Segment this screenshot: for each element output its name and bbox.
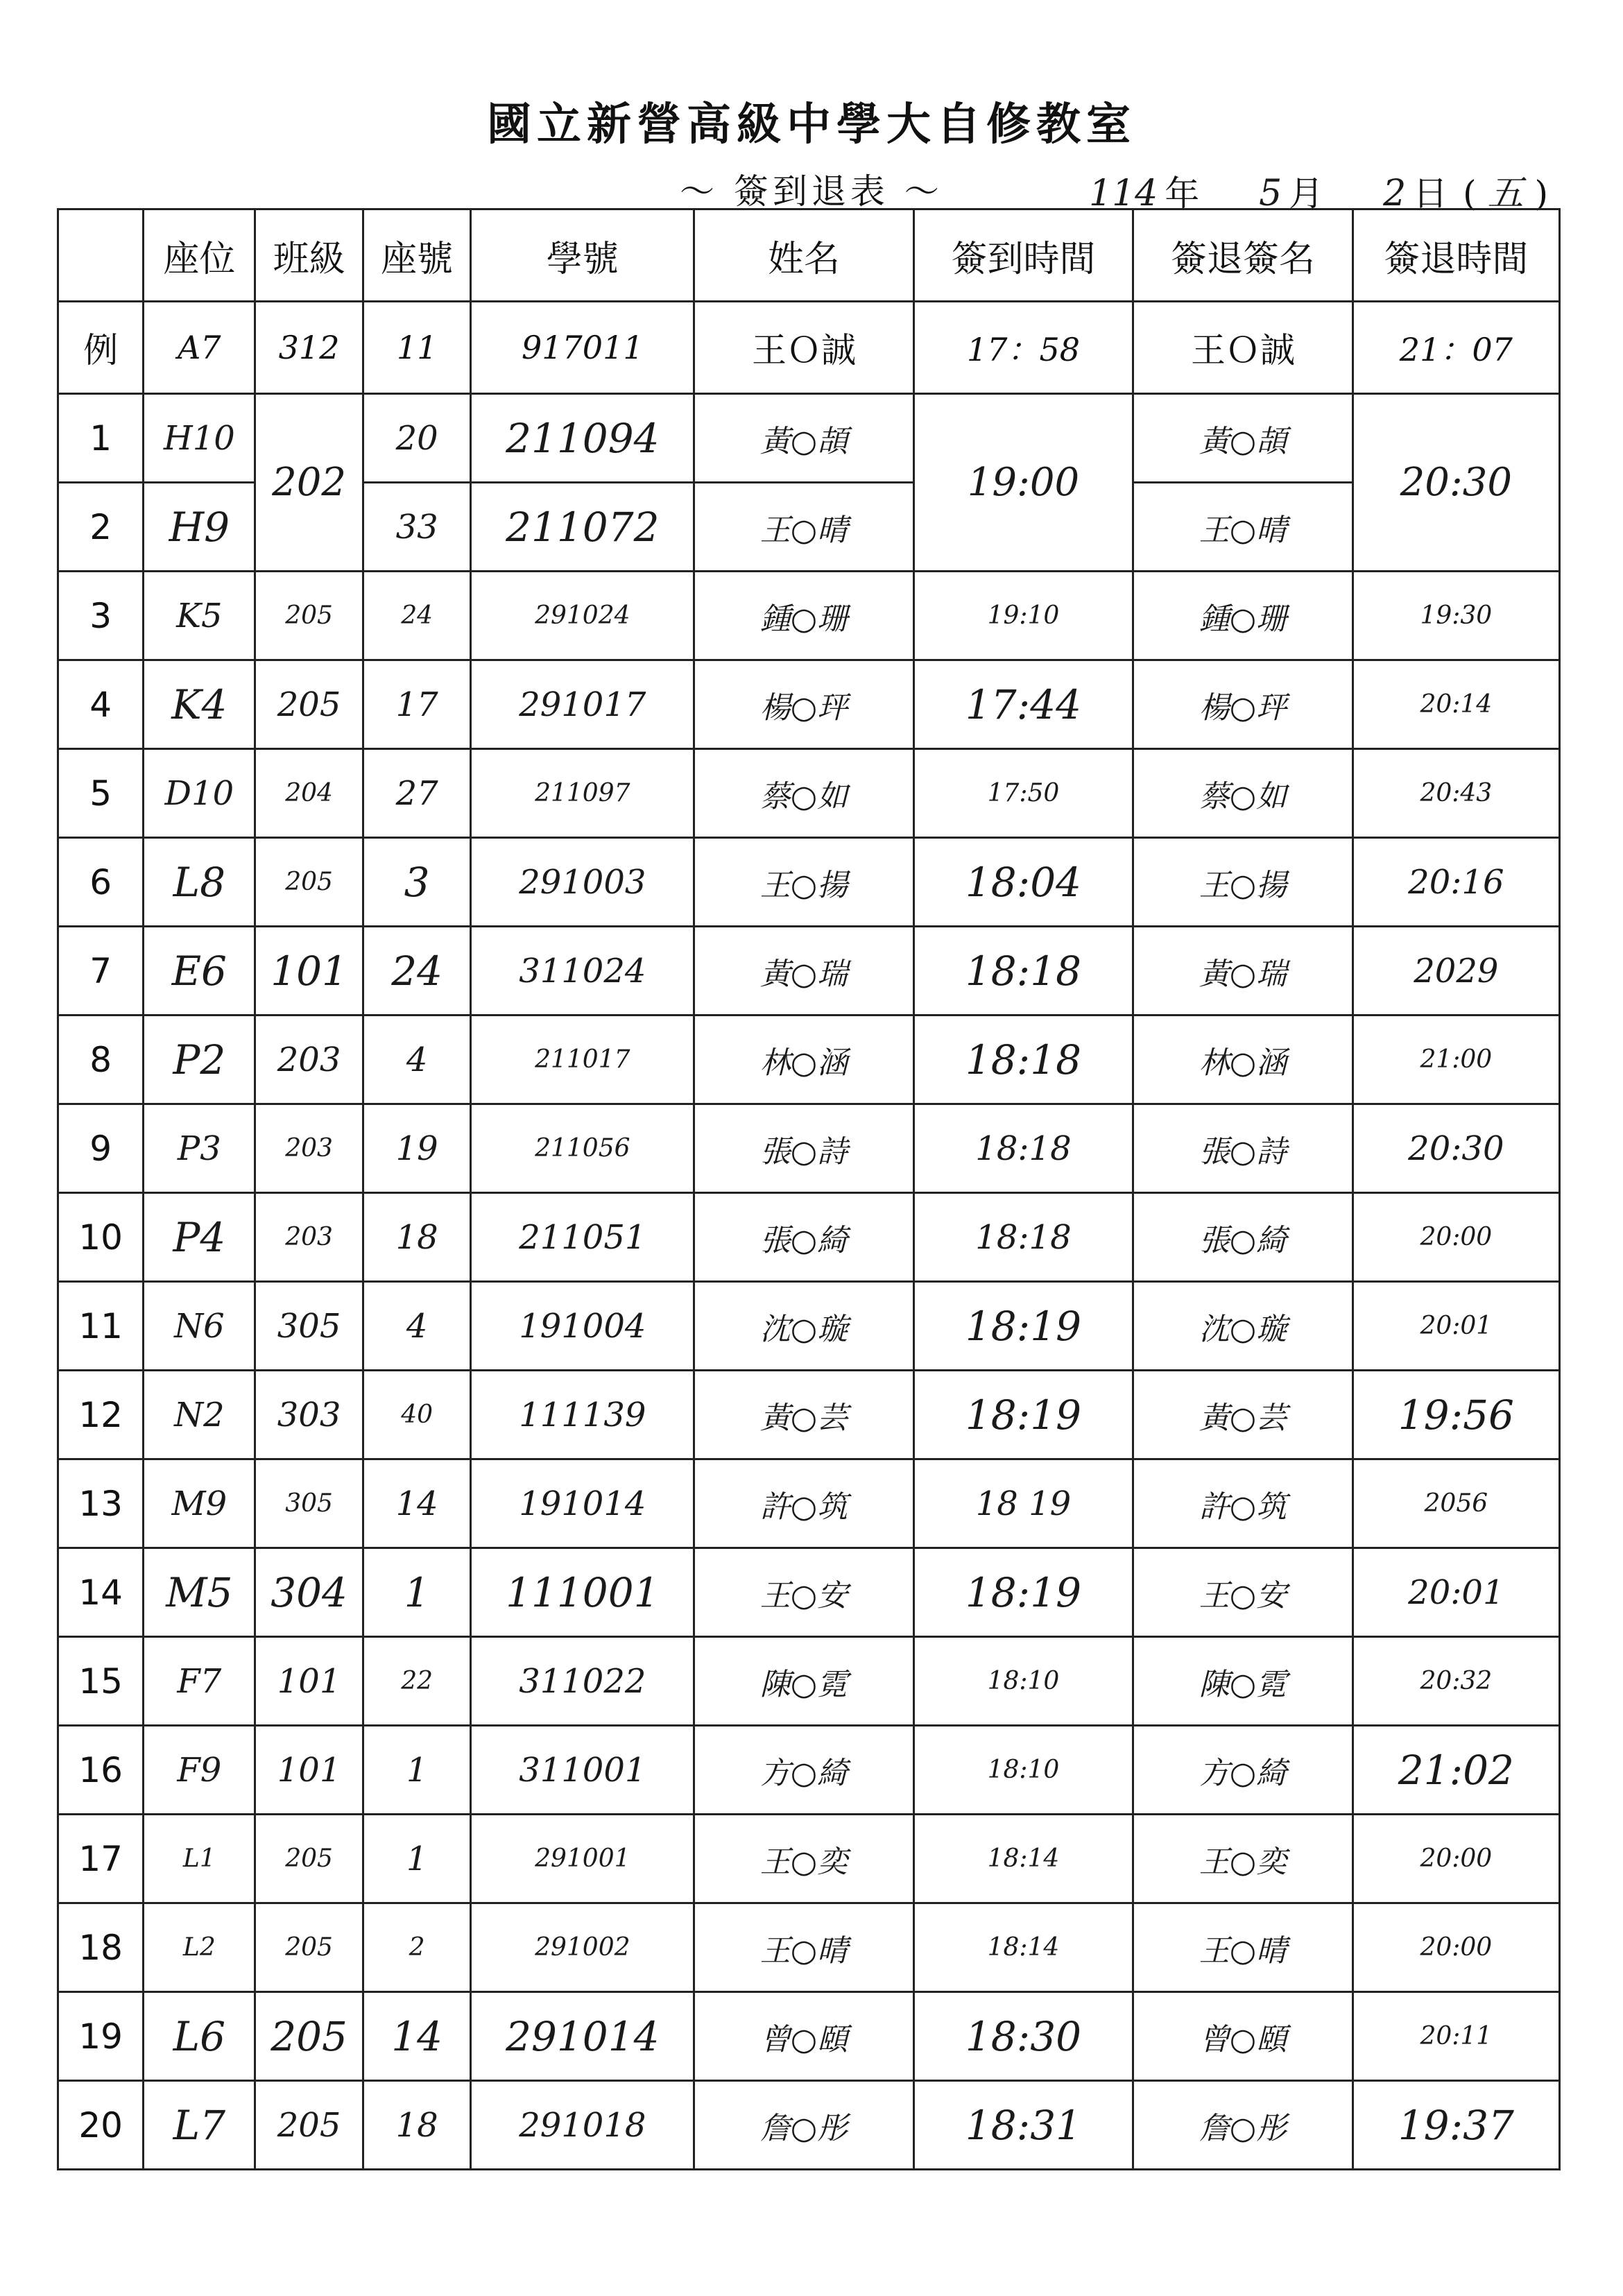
student-id-cell: 211097 — [471, 749, 694, 838]
table-row — [58, 1815, 1560, 1903]
seat-no-cell: 14 — [363, 1459, 471, 1548]
seat-no-cell: 33 — [363, 483, 471, 572]
seat-cell: H9 — [144, 483, 255, 572]
seat-cell: K4 — [144, 660, 255, 749]
checkin-cell: 18:18 — [913, 1016, 1133, 1104]
example-signature: 王Ｏ誠 — [1133, 302, 1352, 394]
row-number: 6 — [58, 838, 144, 927]
class-cell: 205 — [255, 1903, 363, 1992]
name-cell: 沈○璇 — [694, 1282, 913, 1371]
seat-no-cell: 20 — [363, 394, 471, 483]
seat-no-cell: 24 — [363, 927, 471, 1016]
student-id-cell: 291024 — [471, 572, 694, 660]
checkout-cell: 20:32 — [1352, 1637, 1559, 1726]
student-id-cell: 111139 — [471, 1371, 694, 1459]
name-cell: 王○安 — [694, 1548, 913, 1637]
student-id-cell: 291003 — [471, 838, 694, 927]
seat-cell: L2 — [144, 1903, 255, 1992]
name-cell: 蔡○如 — [694, 749, 913, 838]
row-number: 12 — [58, 1371, 144, 1459]
student-id-cell: 311022 — [471, 1637, 694, 1726]
example-seat-no: 11 — [363, 302, 471, 394]
seat-cell: F9 — [144, 1726, 255, 1815]
seat-cell: K5 — [144, 572, 255, 660]
seat-no-cell: 14 — [363, 1992, 471, 2081]
name-cell: 黃○頡 — [694, 394, 913, 483]
row-number: 8 — [58, 1016, 144, 1104]
page-title: 國立新營高級中學大自修教室 — [487, 98, 1136, 151]
seat-no-cell: 17 — [363, 660, 471, 749]
class-cell: 101 — [255, 1637, 363, 1726]
student-id-cell: 291014 — [471, 1992, 694, 2081]
table-row — [58, 394, 1560, 483]
class-cell: 205 — [255, 838, 363, 927]
signature-cell: 許○筑 — [1133, 1459, 1352, 1548]
student-id-cell: 291001 — [471, 1815, 694, 1903]
seat-cell: L1 — [144, 1815, 255, 1903]
header-student-id: 學號 — [471, 209, 694, 302]
student-id-cell: 291018 — [471, 2081, 694, 2170]
example-seat: A7 — [144, 302, 255, 394]
example-checkout: 21：07 — [1352, 302, 1559, 394]
date-weekday: 五 — [1487, 173, 1524, 214]
date-day-label: 日 — [1413, 173, 1448, 214]
name-cell: 黃○芸 — [694, 1371, 913, 1459]
name-cell: 王○揚 — [694, 838, 913, 927]
checkin-cell: 18:14 — [913, 1815, 1133, 1903]
checkin-cell: 18:18 — [913, 1193, 1133, 1282]
seat-no-cell: 19 — [363, 1104, 471, 1193]
name-cell: 鍾○珊 — [694, 572, 913, 660]
class-cell: 205 — [255, 2081, 363, 2170]
checkin-cell: 18:19 — [913, 1371, 1133, 1459]
checkout-cell: 21:00 — [1352, 1016, 1559, 1104]
example-label: 例 — [58, 302, 144, 394]
signature-cell: 張○綺 — [1133, 1193, 1352, 1282]
seat-cell: P4 — [144, 1193, 255, 1282]
seat-no-cell: 40 — [363, 1371, 471, 1459]
signature-cell: 林○涵 — [1133, 1016, 1352, 1104]
seat-no-cell: 27 — [363, 749, 471, 838]
checkin-cell: 18:10 — [913, 1726, 1133, 1815]
seat-cell: N2 — [144, 1371, 255, 1459]
checkin-cell: 18:31 — [913, 2081, 1133, 2170]
signature-cell: 楊○玶 — [1133, 660, 1352, 749]
row-number: 5 — [58, 749, 144, 838]
seat-cell: P3 — [144, 1104, 255, 1193]
seat-cell: M9 — [144, 1459, 255, 1548]
student-id-cell: 211051 — [471, 1193, 694, 1282]
checkin-cell: 18:10 — [913, 1637, 1133, 1726]
class-cell: 205 — [255, 1992, 363, 2081]
student-id-cell: 211017 — [471, 1016, 694, 1104]
table-row — [58, 1104, 1560, 1193]
row-number: 13 — [58, 1459, 144, 1548]
row-number: 3 — [58, 572, 144, 660]
student-id-cell: 311024 — [471, 927, 694, 1016]
checkout-cell: 20:00 — [1352, 1815, 1559, 1903]
seat-cell: F7 — [144, 1637, 255, 1726]
checkout-cell: 19:56 — [1352, 1371, 1559, 1459]
name-cell: 方○綺 — [694, 1726, 913, 1815]
seat-no-cell: 1 — [363, 1815, 471, 1903]
seat-no-cell: 2 — [363, 1903, 471, 1992]
table-row — [58, 1193, 1560, 1282]
seat-cell: N6 — [144, 1282, 255, 1371]
name-cell: 林○涵 — [694, 1016, 913, 1104]
checkin-cell: 17:50 — [913, 749, 1133, 838]
table-row — [58, 1282, 1560, 1371]
checkout-cell: 20:30 — [1352, 1104, 1559, 1193]
class-cell: 303 — [255, 1371, 363, 1459]
table-row — [58, 1992, 1560, 2081]
class-cell: 203 — [255, 1193, 363, 1282]
name-cell: 張○綺 — [694, 1193, 913, 1282]
checkout-cell: 19:30 — [1352, 572, 1559, 660]
signature-cell: 蔡○如 — [1133, 749, 1352, 838]
name-cell: 曾○頤 — [694, 1992, 913, 2081]
header-seat-no: 座號 — [363, 209, 471, 302]
checkout-cell: 20:00 — [1352, 1903, 1559, 1992]
checkout-cell: 20:11 — [1352, 1992, 1559, 2081]
date-day: 2 — [1383, 173, 1407, 214]
row-number: 19 — [58, 1992, 144, 2081]
example-row — [58, 302, 1560, 394]
checkin-cell: 18:30 — [913, 1992, 1133, 2081]
row-number: 15 — [58, 1637, 144, 1726]
table-row — [58, 1016, 1560, 1104]
row-number: 9 — [58, 1104, 144, 1193]
checkin-cell: 17:44 — [913, 660, 1133, 749]
class-cell: 205 — [255, 572, 363, 660]
subtitle: ～ 簽到退表 ～ — [680, 171, 943, 212]
seat-cell: D10 — [144, 749, 255, 838]
checkout-cell: 20:14 — [1352, 660, 1559, 749]
table-row — [58, 838, 1560, 927]
class-cell: 203 — [255, 1016, 363, 1104]
checkin-cell: 18:18 — [913, 927, 1133, 1016]
student-id-cell: 211072 — [471, 483, 694, 572]
table-row — [58, 1548, 1560, 1637]
name-cell: 張○詩 — [694, 1104, 913, 1193]
header-index — [58, 209, 144, 302]
table-row — [58, 572, 1560, 660]
name-cell: 詹○彤 — [694, 2081, 913, 2170]
checkin-cell: 18:14 — [913, 1903, 1133, 1992]
table-row — [58, 749, 1560, 838]
seat-cell: H10 — [144, 394, 255, 483]
header-checkin-time: 簽到時間 — [913, 209, 1133, 302]
class-cell: 204 — [255, 749, 363, 838]
seat-no-cell: 22 — [363, 1637, 471, 1726]
row-number: 14 — [58, 1548, 144, 1637]
signature-cell: 詹○彤 — [1133, 2081, 1352, 2170]
checkin-cell: 18:04 — [913, 838, 1133, 927]
seat-cell: M5 — [144, 1548, 255, 1637]
seat-no-cell: 4 — [363, 1016, 471, 1104]
class-cell-merged: 202 — [255, 394, 363, 572]
class-cell: 304 — [255, 1548, 363, 1637]
checkin-cell-merged: 19:00 — [913, 394, 1133, 572]
example-student-id: 917011 — [471, 302, 694, 394]
table-header-row — [58, 209, 1560, 302]
date-weekday-close: ) — [1534, 173, 1549, 214]
row-number: 18 — [58, 1903, 144, 1992]
header-checkout-time: 簽退時間 — [1352, 209, 1559, 302]
row-number: 17 — [58, 1815, 144, 1903]
name-cell: 王○晴 — [694, 1903, 913, 1992]
class-cell: 101 — [255, 1726, 363, 1815]
signature-cell: 王○揚 — [1133, 838, 1352, 927]
row-number: 4 — [58, 660, 144, 749]
name-cell: 許○筑 — [694, 1459, 913, 1548]
student-id-cell: 211056 — [471, 1104, 694, 1193]
date-year: 114 — [1089, 173, 1158, 214]
seat-no-cell: 3 — [363, 838, 471, 927]
date-year-label: 年 — [1165, 173, 1200, 214]
example-name: 王Ｏ誠 — [694, 302, 913, 394]
signature-cell: 鍾○珊 — [1133, 572, 1352, 660]
seat-no-cell: 1 — [363, 1726, 471, 1815]
student-id-cell: 311001 — [471, 1726, 694, 1815]
example-checkin: 17：58 — [913, 302, 1133, 394]
checkout-cell: 20:01 — [1352, 1548, 1559, 1637]
signature-cell: 張○詩 — [1133, 1104, 1352, 1193]
table-row — [58, 1903, 1560, 1992]
name-cell: 王○奕 — [694, 1815, 913, 1903]
signature-cell: 曾○頤 — [1133, 1992, 1352, 2081]
student-id-cell: 291002 — [471, 1903, 694, 1992]
seat-cell: L7 — [144, 2081, 255, 2170]
table-row — [58, 1371, 1560, 1459]
name-cell: 陳○霓 — [694, 1637, 913, 1726]
table-row — [58, 660, 1560, 749]
table-row — [58, 1726, 1560, 1815]
class-cell: 205 — [255, 1815, 363, 1903]
checkin-cell: 18:19 — [913, 1282, 1133, 1371]
table-row — [58, 1459, 1560, 1548]
row-number: 7 — [58, 927, 144, 1016]
signature-cell: 黃○瑞 — [1133, 927, 1352, 1016]
checkout-cell: 20:01 — [1352, 1282, 1559, 1371]
checkin-cell: 19:10 — [913, 572, 1133, 660]
class-cell: 305 — [255, 1282, 363, 1371]
student-id-cell: 191004 — [471, 1282, 694, 1371]
name-cell: 黃○瑞 — [694, 927, 913, 1016]
seat-no-cell: 24 — [363, 572, 471, 660]
header-name: 姓名 — [694, 209, 913, 302]
signature-cell: 王○晴 — [1133, 1903, 1352, 1992]
signature-cell: 王○安 — [1133, 1548, 1352, 1637]
class-cell: 203 — [255, 1104, 363, 1193]
checkin-cell: 18:18 — [913, 1104, 1133, 1193]
date-month: 5 — [1259, 173, 1282, 214]
signature-cell: 黃○芸 — [1133, 1371, 1352, 1459]
row-number: 1 — [58, 394, 144, 483]
seat-cell: L6 — [144, 1992, 255, 2081]
name-cell: 王○晴 — [694, 483, 913, 572]
checkout-cell: 2056 — [1352, 1459, 1559, 1548]
date-weekday-open: ( — [1463, 173, 1477, 214]
table-row — [58, 927, 1560, 1016]
checkout-cell: 20:43 — [1352, 749, 1559, 838]
signin-table — [57, 208, 1561, 2170]
checkout-cell: 2029 — [1352, 927, 1559, 1016]
name-cell: 楊○玶 — [694, 660, 913, 749]
seat-no-cell: 4 — [363, 1282, 471, 1371]
seat-no-cell: 1 — [363, 1548, 471, 1637]
checkout-cell-merged: 20:30 — [1352, 394, 1559, 572]
signature-cell: 王○奕 — [1133, 1815, 1352, 1903]
seat-no-cell: 18 — [363, 2081, 471, 2170]
signature-cell: 陳○霓 — [1133, 1637, 1352, 1726]
checkout-cell: 20:16 — [1352, 838, 1559, 927]
checkin-cell: 18:19 — [913, 1548, 1133, 1637]
row-number: 2 — [58, 483, 144, 572]
student-id-cell: 191014 — [471, 1459, 694, 1548]
class-cell: 101 — [255, 927, 363, 1016]
student-id-cell: 211094 — [471, 394, 694, 483]
student-id-cell: 111001 — [471, 1548, 694, 1637]
header-checkout-signature: 簽退簽名 — [1133, 209, 1352, 302]
row-number: 20 — [58, 2081, 144, 2170]
signature-cell: 王○晴 — [1133, 483, 1352, 572]
student-id-cell: 291017 — [471, 660, 694, 749]
date-month-label: 月 — [1289, 173, 1324, 214]
seat-no-cell: 18 — [363, 1193, 471, 1282]
seat-cell: P2 — [144, 1016, 255, 1104]
header-seat: 座位 — [144, 209, 255, 302]
row-number: 16 — [58, 1726, 144, 1815]
row-number: 10 — [58, 1193, 144, 1282]
signature-cell: 方○綺 — [1133, 1726, 1352, 1815]
signature-cell: 沈○璇 — [1133, 1282, 1352, 1371]
checkout-cell: 21:02 — [1352, 1726, 1559, 1815]
seat-cell: L8 — [144, 838, 255, 927]
class-cell: 205 — [255, 660, 363, 749]
class-cell: 305 — [255, 1459, 363, 1548]
table-row — [58, 1637, 1560, 1726]
table-row — [58, 2081, 1560, 2170]
checkin-cell: 18 19 — [913, 1459, 1133, 1548]
seat-cell: E6 — [144, 927, 255, 1016]
signature-cell: 黃○頡 — [1133, 394, 1352, 483]
header-class: 班級 — [255, 209, 363, 302]
checkout-cell: 19:37 — [1352, 2081, 1559, 2170]
example-class: 312 — [255, 302, 363, 394]
row-number: 11 — [58, 1282, 144, 1371]
checkout-cell: 20:00 — [1352, 1193, 1559, 1282]
